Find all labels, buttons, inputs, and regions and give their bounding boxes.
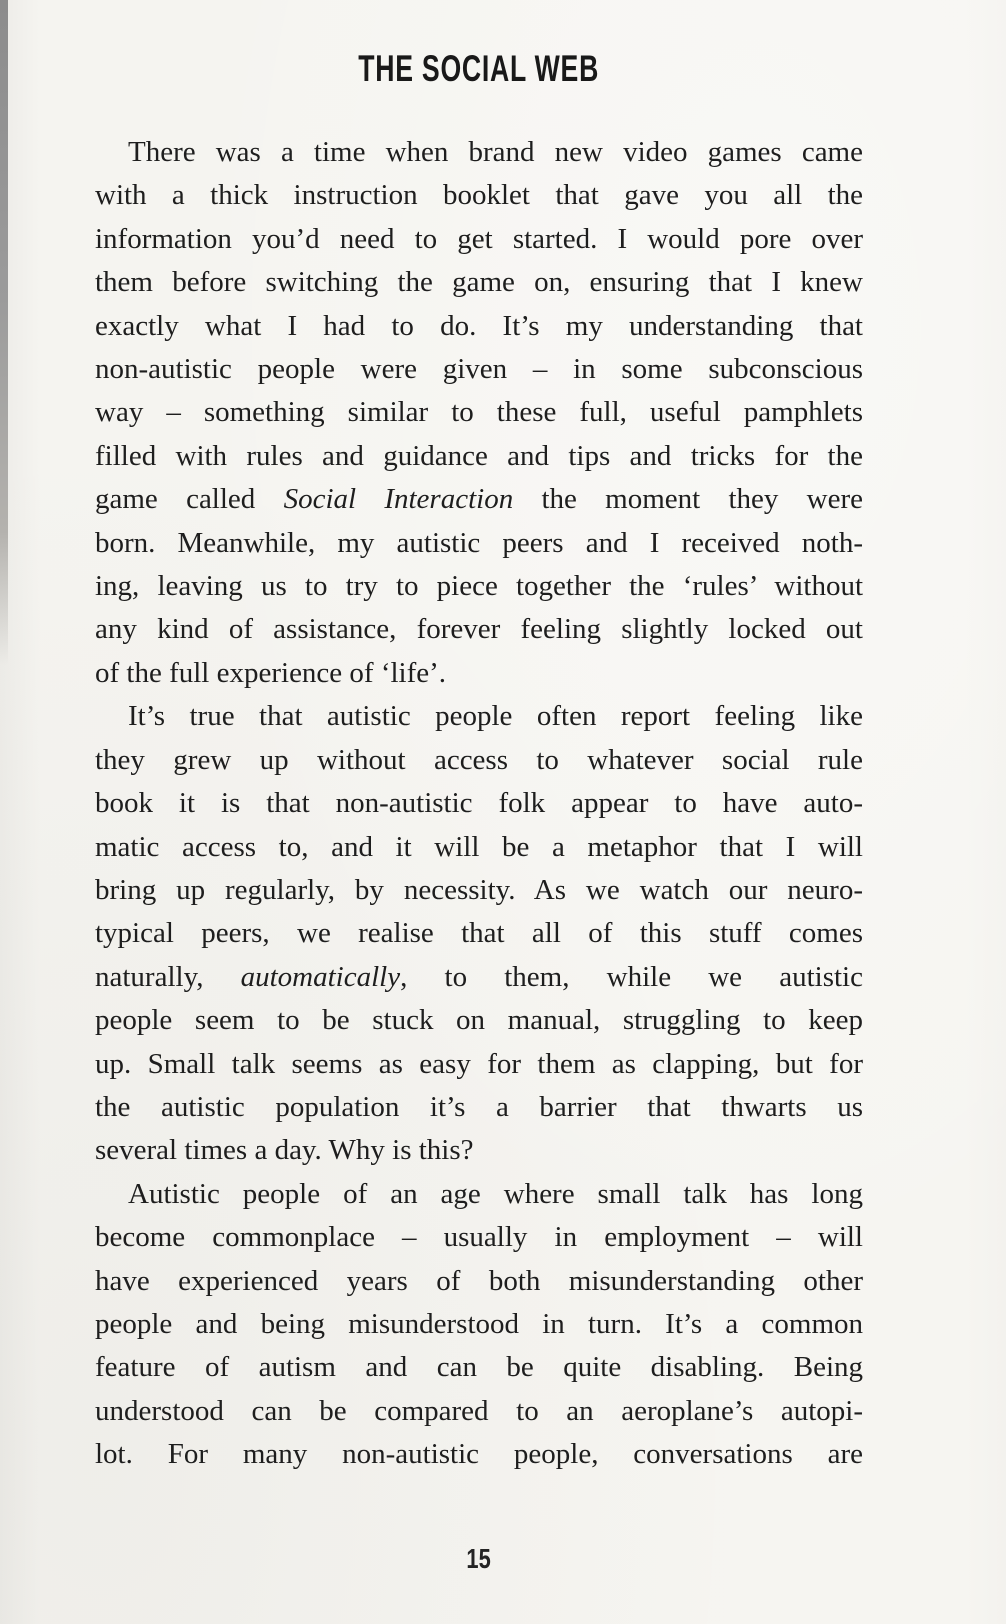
text-line [95, 869, 863, 912]
text-line [95, 826, 863, 869]
paragraph [95, 1173, 863, 1477]
text-line [95, 131, 863, 174]
text-block [95, 131, 863, 1477]
text-line [95, 522, 863, 565]
body-text: ing, leaving us to try to piece together the ‘rules’ without [95, 570, 863, 603]
text-line [95, 999, 863, 1042]
body-text: they grew up without access to whatever social rule [95, 743, 863, 776]
text-line [95, 1303, 863, 1346]
chapter-title: THE SOCIAL WEB [358, 47, 600, 90]
body-text: of the full experience of ‘life’. [95, 656, 447, 689]
text-line [95, 739, 863, 782]
text-line [95, 608, 863, 651]
text-line [95, 261, 863, 304]
body-text: have experienced years of both misunderstanding other [95, 1264, 863, 1297]
text-line [95, 348, 863, 391]
body-text: , to them, while we autistic [400, 960, 863, 993]
text-line [95, 1216, 863, 1259]
text-line [95, 1129, 863, 1172]
page-footer [95, 1543, 863, 1575]
page-gutter-shadow [0, 0, 8, 665]
body-text: typical peers, we realise that all of this stuff comes [95, 917, 863, 950]
body-text: non-autistic people were given – in some subconscious [95, 353, 863, 386]
text-line [95, 305, 863, 348]
body-text: any kind of assistance, forever feeling slightly locked out [95, 613, 863, 646]
body-text: them before switching the game on, ensuring that I knew [95, 266, 863, 299]
body-text: become commonplace – usually in employment – will [95, 1221, 863, 1254]
body-text: matic access to, and it will be a metaphor that I will [95, 830, 863, 863]
body-text: way – something similar to these full, useful pamphlets [95, 396, 863, 429]
paragraph [95, 131, 863, 695]
body-text: the moment they were [513, 483, 864, 516]
body-text: There was a time when brand new video games came [128, 136, 863, 168]
body-text: up. Small talk seems as easy for them as clapping, but for [95, 1047, 863, 1080]
body-text: filled with rules and guidance and tips and tricks for the [95, 439, 863, 472]
text-line [95, 956, 863, 999]
text-line [95, 652, 863, 695]
text-line [95, 1433, 863, 1476]
body-text: information you’d need to get started. I would pore over [95, 222, 863, 255]
text-line [95, 174, 863, 217]
running-header [95, 48, 863, 90]
text-line [95, 1260, 863, 1303]
body-text: game called [95, 483, 284, 516]
body-text: people seem to be stuck on manual, struggling to keep [95, 1004, 863, 1037]
body-text: people and being misunderstood in turn. It’s a common [95, 1307, 863, 1340]
text-line [95, 478, 863, 521]
body-text: book it is that non-autistic folk appear to have auto- [95, 787, 863, 820]
body-text: the autistic population it’s a barrier that thwarts us [95, 1090, 863, 1123]
body-text: naturally, [95, 960, 241, 993]
text-line [95, 391, 863, 434]
body-text: bring up regularly, by necessity. As we watch our neuro- [95, 873, 863, 906]
text-line [95, 782, 863, 825]
text-line [95, 1043, 863, 1086]
italic-text: Social Interaction [283, 483, 514, 516]
text-line [95, 1346, 863, 1389]
paragraph [95, 695, 863, 1172]
text-line [95, 1173, 863, 1216]
page-number: 15 [466, 1543, 492, 1574]
italic-text: automatically [240, 960, 401, 993]
text-line [95, 218, 863, 261]
body-text: It’s true that autistic people often report feeling like [128, 700, 863, 733]
body-text: lot. For many non-autistic people, conversations are [95, 1438, 863, 1471]
text-line [95, 912, 863, 955]
text-line [95, 1390, 863, 1433]
body-text: exactly what I had to do. It’s my understanding that [95, 309, 863, 342]
text-line [95, 435, 863, 478]
body-text: born. Meanwhile, my autistic peers and I received noth- [95, 526, 863, 559]
body-text: feature of autism and can be quite disabling. Being [95, 1351, 863, 1384]
body-text: Autistic people of an age where small talk has long [128, 1177, 863, 1210]
body-text: understood can be compared to an aeroplane’s autopi- [95, 1394, 863, 1427]
text-line [95, 1086, 863, 1129]
text-line [95, 695, 863, 738]
body-text: with a thick instruction booklet that gave you all the [95, 179, 863, 212]
text-line [95, 565, 863, 608]
body-text: several times a day. Why is this? [95, 1134, 474, 1167]
